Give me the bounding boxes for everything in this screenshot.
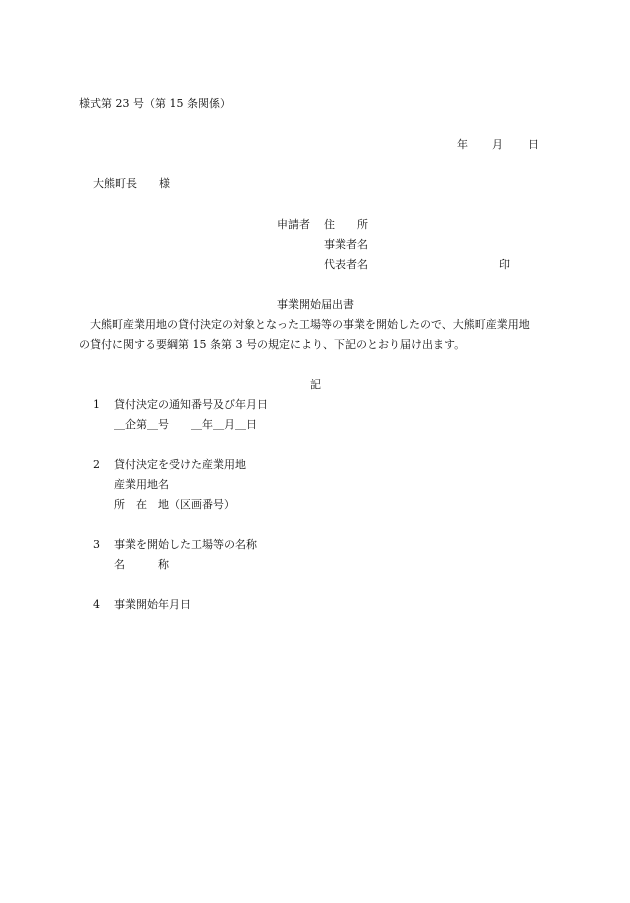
date-day-label: 日 — [528, 138, 539, 151]
item-heading: 貸付決定の通知番号及び年月日 — [114, 398, 268, 411]
address-label: 住 所 — [324, 218, 368, 231]
item-detail: 名 称 — [114, 558, 169, 571]
item-number: 3 — [93, 538, 100, 551]
form-number: 様式第 23 号（第 15 条関係） — [79, 97, 231, 110]
item-number: 4 — [93, 598, 100, 611]
item-heading: 事業開始年月日 — [114, 598, 191, 611]
date-year-label: 年 — [457, 138, 468, 151]
item-detail: 産業用地名 — [114, 478, 169, 491]
item-detail: 所 在 地（区画番号） — [114, 498, 235, 511]
business-name-label: 事業者名 — [324, 238, 368, 251]
document-title: 事業開始届出書 — [277, 298, 354, 311]
seal-mark: 印 — [499, 258, 510, 271]
item-detail: ＿企第＿号 ＿年＿月＿日 — [114, 418, 257, 431]
item-heading: 事業を開始した工場等の名称 — [114, 538, 257, 551]
item-number: 2 — [93, 458, 100, 471]
body-line-2: の貸付に関する要綱第 15 条第 3 号の規定により、下記のとおり届け出ます。 — [79, 338, 466, 351]
ki-heading: 記 — [310, 378, 321, 391]
item-heading: 貸付決定を受けた産業用地 — [114, 458, 246, 471]
item-number: 1 — [93, 398, 100, 411]
recipient: 大熊町長 様 — [93, 177, 170, 190]
body-line-1: 大熊町産業用地の貸付決定の対象となった工場等の事業を開始したので、大熊町産業用地 — [79, 318, 530, 331]
representative-label: 代表者名 — [324, 258, 368, 271]
applicant-label: 申請者 — [277, 218, 310, 231]
date-month-label: 月 — [492, 138, 503, 151]
